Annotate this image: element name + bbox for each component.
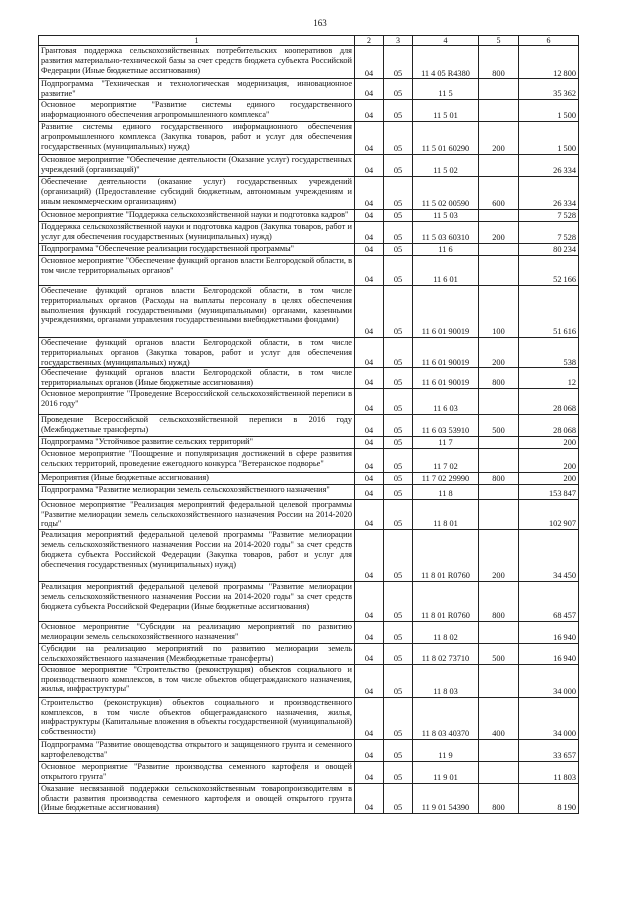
subsection-code: 05 bbox=[384, 448, 413, 472]
expense-type-code: 800 bbox=[479, 472, 519, 484]
header-cell: 2 bbox=[355, 36, 384, 46]
item-description: Подпрограмма "Техническая и технологическая модернизация, инновационное развитие" bbox=[39, 79, 355, 100]
subsection-code: 05 bbox=[384, 46, 413, 79]
section-code: 04 bbox=[355, 414, 384, 436]
target-article-code: 11 5 bbox=[413, 79, 479, 100]
target-article-code: 11 8 01 R0760 bbox=[413, 530, 479, 582]
subsection-code: 05 bbox=[384, 761, 413, 783]
amount: 26 334 bbox=[519, 155, 579, 177]
subsection-code: 05 bbox=[384, 644, 413, 665]
section-code: 04 bbox=[355, 388, 384, 414]
amount: 12 800 bbox=[519, 46, 579, 79]
section-code: 04 bbox=[355, 783, 384, 813]
target-article-code: 11 5 02 00590 bbox=[413, 177, 479, 210]
expense-type-code bbox=[479, 739, 519, 761]
table-row bbox=[39, 222, 579, 244]
table-row bbox=[39, 783, 579, 813]
subsection-code: 05 bbox=[384, 388, 413, 414]
target-article-code: 11 5 01 60290 bbox=[413, 122, 479, 155]
subsection-code: 05 bbox=[384, 499, 413, 529]
table-row bbox=[39, 448, 579, 472]
target-article-code: 11 8 03 bbox=[413, 664, 479, 697]
table-row bbox=[39, 79, 579, 100]
amount: 16 940 bbox=[519, 644, 579, 665]
target-article-code: 11 6 03 bbox=[413, 388, 479, 414]
table-row bbox=[39, 622, 579, 644]
subsection-code: 05 bbox=[384, 256, 413, 286]
section-code: 04 bbox=[355, 697, 384, 739]
expense-type-code bbox=[479, 499, 519, 529]
section-code: 04 bbox=[355, 210, 384, 222]
item-description: Подпрограмма "Развитие мелиорации земель сельскохозяйственного назначения" bbox=[39, 484, 355, 499]
item-description: Основное мероприятие "Проведение Всероссийской сельскохозяйственной переписи в 2016 году" bbox=[39, 388, 355, 414]
expense-type-code: 200 bbox=[479, 122, 519, 155]
item-description: Обеспечение функций органов власти Белгородской области, в том числе территориальных органов (Закупка товаров, работ и услуг для обеспечения государственных (муниципальных) нужд) bbox=[39, 338, 355, 368]
expense-type-code bbox=[479, 448, 519, 472]
amount: 34 000 bbox=[519, 697, 579, 739]
target-article-code: 11 8 02 bbox=[413, 622, 479, 644]
target-article-code: 11 8 01 R0760 bbox=[413, 582, 479, 622]
subsection-code: 05 bbox=[384, 338, 413, 368]
section-code: 04 bbox=[355, 448, 384, 472]
item-description: Основное мероприятие "Поддержка сельскохозяйственной науки и подготовка кадров" bbox=[39, 210, 355, 222]
target-article-code: 11 6 01 90019 bbox=[413, 338, 479, 368]
amount: 80 234 bbox=[519, 244, 579, 256]
item-description: Развитие системы единого государственного информационного обеспечения агропромышленного комплекса (Закупка товаров, работ и услуг для обеспечения государственных (муниципальных) нужд) bbox=[39, 122, 355, 155]
expense-type-code: 800 bbox=[479, 368, 519, 389]
expense-type-code bbox=[479, 244, 519, 256]
subsection-code: 05 bbox=[384, 530, 413, 582]
subsection-code: 05 bbox=[384, 484, 413, 499]
target-article-code: 11 7 02 bbox=[413, 448, 479, 472]
amount: 12 bbox=[519, 368, 579, 389]
table-row bbox=[39, 155, 579, 177]
expense-type-code: 800 bbox=[479, 46, 519, 79]
target-article-code: 11 8 03 40370 bbox=[413, 697, 479, 739]
amount: 200 bbox=[519, 436, 579, 448]
target-article-code: 11 5 02 bbox=[413, 155, 479, 177]
expense-type-code bbox=[479, 100, 519, 122]
expense-type-code bbox=[479, 256, 519, 286]
item-description: Обеспечение функций органов власти Белгородской области, в том числе территориальных органов (Иные бюджетные ассигнования) bbox=[39, 368, 355, 389]
target-article-code: 11 8 01 bbox=[413, 499, 479, 529]
subsection-code: 05 bbox=[384, 244, 413, 256]
expense-type-code bbox=[479, 155, 519, 177]
header-cell: 4 bbox=[413, 36, 479, 46]
subsection-code: 05 bbox=[384, 436, 413, 448]
amount: 28 068 bbox=[519, 388, 579, 414]
section-code: 04 bbox=[355, 644, 384, 665]
expense-type-code: 600 bbox=[479, 177, 519, 210]
item-description: Основное мероприятие "Обеспечение деятельности (Оказание услуг) государственных учреждений (организаций)" bbox=[39, 155, 355, 177]
table-row bbox=[39, 739, 579, 761]
section-code: 04 bbox=[355, 472, 384, 484]
expense-type-code: 200 bbox=[479, 338, 519, 368]
section-code: 04 bbox=[355, 177, 384, 210]
amount: 28 068 bbox=[519, 414, 579, 436]
amount: 7 528 bbox=[519, 222, 579, 244]
expense-type-code bbox=[479, 484, 519, 499]
target-article-code: 11 5 03 bbox=[413, 210, 479, 222]
section-code: 04 bbox=[355, 530, 384, 582]
item-description: Подпрограмма "Обеспечение реализации государственной программы" bbox=[39, 244, 355, 256]
table-row bbox=[39, 761, 579, 783]
expense-type-code bbox=[479, 664, 519, 697]
target-article-code: 11 8 bbox=[413, 484, 479, 499]
subsection-code: 05 bbox=[384, 286, 413, 338]
amount: 11 803 bbox=[519, 761, 579, 783]
table-row bbox=[39, 484, 579, 499]
item-description: Основное мероприятие "Поощрение и популяризация достижений в сфере развития сельских территорий, проведение ежегодного конкурса "Ветеранское подворье" bbox=[39, 448, 355, 472]
table-row bbox=[39, 697, 579, 739]
section-code: 04 bbox=[355, 100, 384, 122]
table-row bbox=[39, 472, 579, 484]
amount: 200 bbox=[519, 448, 579, 472]
header-cell: 5 bbox=[479, 36, 519, 46]
table-header-row bbox=[39, 36, 579, 46]
subsection-code: 05 bbox=[384, 472, 413, 484]
table-row bbox=[39, 582, 579, 622]
item-description: Оказание несвязанной поддержки сельскохозяйственным товаропроизводителям в области развития производства семенного картофеля и овощей открытого грунта (Иные бюджетные ассигнования) bbox=[39, 783, 355, 813]
page-number: 163 bbox=[313, 18, 327, 28]
table-row bbox=[39, 530, 579, 582]
item-description: Реализация мероприятий федеральной целевой программы "Развитие мелиорации земель сельскохозяйственного назначения России на 2014-2020 годы" за счет средств бюджета субъекта Российской Федерации (Иные бюджетные ассигнования) bbox=[39, 582, 355, 622]
section-code: 04 bbox=[355, 222, 384, 244]
item-description: Проведение Всероссийской сельскохозяйственной переписи в 2016 году (Межбюджетные трансферты) bbox=[39, 414, 355, 436]
target-article-code: 11 6 01 90019 bbox=[413, 368, 479, 389]
subsection-code: 05 bbox=[384, 622, 413, 644]
target-article-code: 11 6 03 53910 bbox=[413, 414, 479, 436]
table-row bbox=[39, 210, 579, 222]
subsection-code: 05 bbox=[384, 783, 413, 813]
section-code: 04 bbox=[355, 499, 384, 529]
subsection-code: 05 bbox=[384, 222, 413, 244]
item-description: Мероприятия (Иные бюджетные ассигнования) bbox=[39, 472, 355, 484]
subsection-code: 05 bbox=[384, 122, 413, 155]
amount: 33 657 bbox=[519, 739, 579, 761]
section-code: 04 bbox=[355, 622, 384, 644]
table-row bbox=[39, 177, 579, 210]
section-code: 04 bbox=[355, 484, 384, 499]
subsection-code: 05 bbox=[384, 79, 413, 100]
amount: 102 907 bbox=[519, 499, 579, 529]
item-description: Основное мероприятие "Обеспечение функций органов власти Белгородской области, в том числе территориальных органов" bbox=[39, 256, 355, 286]
section-code: 04 bbox=[355, 122, 384, 155]
table-row bbox=[39, 244, 579, 256]
subsection-code: 05 bbox=[384, 177, 413, 210]
item-description: Основное мероприятие "Развитие производства семенного картофеля и овощей открытого грунта" bbox=[39, 761, 355, 783]
section-code: 04 bbox=[355, 338, 384, 368]
table-row bbox=[39, 100, 579, 122]
expense-type-code bbox=[479, 622, 519, 644]
item-description: Подпрограмма "Устойчивое развитие сельских территорий" bbox=[39, 436, 355, 448]
amount: 538 bbox=[519, 338, 579, 368]
target-article-code: 11 7 02 29990 bbox=[413, 472, 479, 484]
section-code: 04 bbox=[355, 286, 384, 338]
item-description: Строительство (реконструкция) объектов социального и производственного комплексов, в том числе объектов общегражданского назначения, жилья, инфраструктуры (Капитальные вложения в объекты государственной (муниципальной) собственности) bbox=[39, 697, 355, 739]
item-description: Обеспечение функций органов власти Белгородской области, в том числе территориальных органов (Расходы на выплаты персоналу в целях обеспечения выполнения функций государственными (муниципальными) органами, казенными учреждениями, органами управления государственными внебюджетными фондами) bbox=[39, 286, 355, 338]
target-article-code: 11 6 01 90019 bbox=[413, 286, 479, 338]
section-code: 04 bbox=[355, 664, 384, 697]
table-row bbox=[39, 286, 579, 338]
item-description: Субсидии на реализацию мероприятий по развитию мелиорации земель сельскохозяйственного назначения (Межбюджетные трансферты) bbox=[39, 644, 355, 665]
amount: 52 166 bbox=[519, 256, 579, 286]
amount: 8 190 bbox=[519, 783, 579, 813]
expense-type-code: 200 bbox=[479, 222, 519, 244]
item-description: Основное мероприятие "Субсидии на реализацию мероприятий по развитию мелиорации земель сельскохозяйственного назначения" bbox=[39, 622, 355, 644]
table-row bbox=[39, 664, 579, 697]
expense-type-code: 200 bbox=[479, 530, 519, 582]
target-article-code: 11 5 01 bbox=[413, 100, 479, 122]
subsection-code: 05 bbox=[384, 697, 413, 739]
expense-type-code: 800 bbox=[479, 783, 519, 813]
expense-type-code bbox=[479, 388, 519, 414]
header-cell: 1 bbox=[39, 36, 355, 46]
expense-type-code: 400 bbox=[479, 697, 519, 739]
target-article-code: 11 9 01 bbox=[413, 761, 479, 783]
table-row bbox=[39, 644, 579, 665]
subsection-code: 05 bbox=[384, 739, 413, 761]
amount: 1 500 bbox=[519, 122, 579, 155]
section-code: 04 bbox=[355, 368, 384, 389]
table-row bbox=[39, 256, 579, 286]
amount: 35 362 bbox=[519, 79, 579, 100]
section-code: 04 bbox=[355, 582, 384, 622]
section-code: 04 bbox=[355, 155, 384, 177]
amount: 26 334 bbox=[519, 177, 579, 210]
amount: 51 616 bbox=[519, 286, 579, 338]
expense-type-code bbox=[479, 210, 519, 222]
expense-type-code: 800 bbox=[479, 582, 519, 622]
target-article-code: 11 8 02 73710 bbox=[413, 644, 479, 665]
item-description: Основное мероприятие "Строительство (реконструкция) объектов социального и производственного комплексов, в том числе объектов общегражданского назначения, жилья, инфраструктуры" bbox=[39, 664, 355, 697]
amount: 34 000 bbox=[519, 664, 579, 697]
expense-type-code: 500 bbox=[479, 644, 519, 665]
section-code: 04 bbox=[355, 739, 384, 761]
target-article-code: 11 7 bbox=[413, 436, 479, 448]
amount: 153 847 bbox=[519, 484, 579, 499]
subsection-code: 05 bbox=[384, 368, 413, 389]
header-cell: 6 bbox=[519, 36, 579, 46]
item-description: Реализация мероприятий федеральной целевой программы "Развитие мелиорации земель сельскохозяйственного назначения России на 2014-2020 годы" за счет средств бюджета субъекта Российской Федерации (Закупка товаров, работ и услуг для обеспечения государственных (муниципальных) нужд) bbox=[39, 530, 355, 582]
section-code: 04 bbox=[355, 761, 384, 783]
expense-type-code bbox=[479, 79, 519, 100]
item-description: Подпрограмма "Развитие овощеводства открытого и защищенного грунта и семенного картофелеводства" bbox=[39, 739, 355, 761]
table-row bbox=[39, 388, 579, 414]
subsection-code: 05 bbox=[384, 210, 413, 222]
expense-type-code: 100 bbox=[479, 286, 519, 338]
table-row bbox=[39, 46, 579, 79]
item-description: Основное мероприятие "Реализация мероприятий федеральной целевой программы "Развитие мелиорации земель сельскохозяйственного назначения России на 2014-2020 годы" bbox=[39, 499, 355, 529]
expense-type-code bbox=[479, 436, 519, 448]
target-article-code: 11 9 bbox=[413, 739, 479, 761]
table-row bbox=[39, 414, 579, 436]
item-description: Грантовая поддержка сельскохозяйственных потребительских кооперативов для развития материально-технической базы за счет средств бюджета субъекта Российской Федерации (Иные бюджетные ассигнования) bbox=[39, 46, 355, 79]
section-code: 04 bbox=[355, 256, 384, 286]
table-row bbox=[39, 499, 579, 529]
table-row bbox=[39, 122, 579, 155]
section-code: 04 bbox=[355, 46, 384, 79]
amount: 68 457 bbox=[519, 582, 579, 622]
amount: 1 500 bbox=[519, 100, 579, 122]
target-article-code: 11 9 01 54390 bbox=[413, 783, 479, 813]
item-description: Основное мероприятие "Развитие системы единого государственного информационного обеспечения агропромышленного комплекса" bbox=[39, 100, 355, 122]
section-code: 04 bbox=[355, 436, 384, 448]
amount: 7 528 bbox=[519, 210, 579, 222]
budget-table bbox=[38, 35, 579, 814]
item-description: Поддержка сельскохозяйственной науки и подготовка кадров (Закупка товаров, работ и услуг для обеспечения государственных (муниципальных) нужд) bbox=[39, 222, 355, 244]
table-row bbox=[39, 368, 579, 389]
subsection-code: 05 bbox=[384, 414, 413, 436]
table-row bbox=[39, 436, 579, 448]
table-row bbox=[39, 338, 579, 368]
target-article-code: 11 6 01 bbox=[413, 256, 479, 286]
target-article-code: 11 4 05 R4380 bbox=[413, 46, 479, 79]
subsection-code: 05 bbox=[384, 155, 413, 177]
expense-type-code bbox=[479, 761, 519, 783]
section-code: 04 bbox=[355, 244, 384, 256]
amount: 200 bbox=[519, 472, 579, 484]
subsection-code: 05 bbox=[384, 582, 413, 622]
item-description: Обеспечение деятельности (оказание услуг) государственных учреждений (организаций) (Предоставление субсидий бюджетным, автономным учреждениям и иным некоммерческим организациям) bbox=[39, 177, 355, 210]
subsection-code: 05 bbox=[384, 100, 413, 122]
subsection-code: 05 bbox=[384, 664, 413, 697]
target-article-code: 11 6 bbox=[413, 244, 479, 256]
header-cell: 3 bbox=[384, 36, 413, 46]
amount: 16 940 bbox=[519, 622, 579, 644]
expense-type-code: 500 bbox=[479, 414, 519, 436]
section-code: 04 bbox=[355, 79, 384, 100]
amount: 34 450 bbox=[519, 530, 579, 582]
target-article-code: 11 5 03 60310 bbox=[413, 222, 479, 244]
